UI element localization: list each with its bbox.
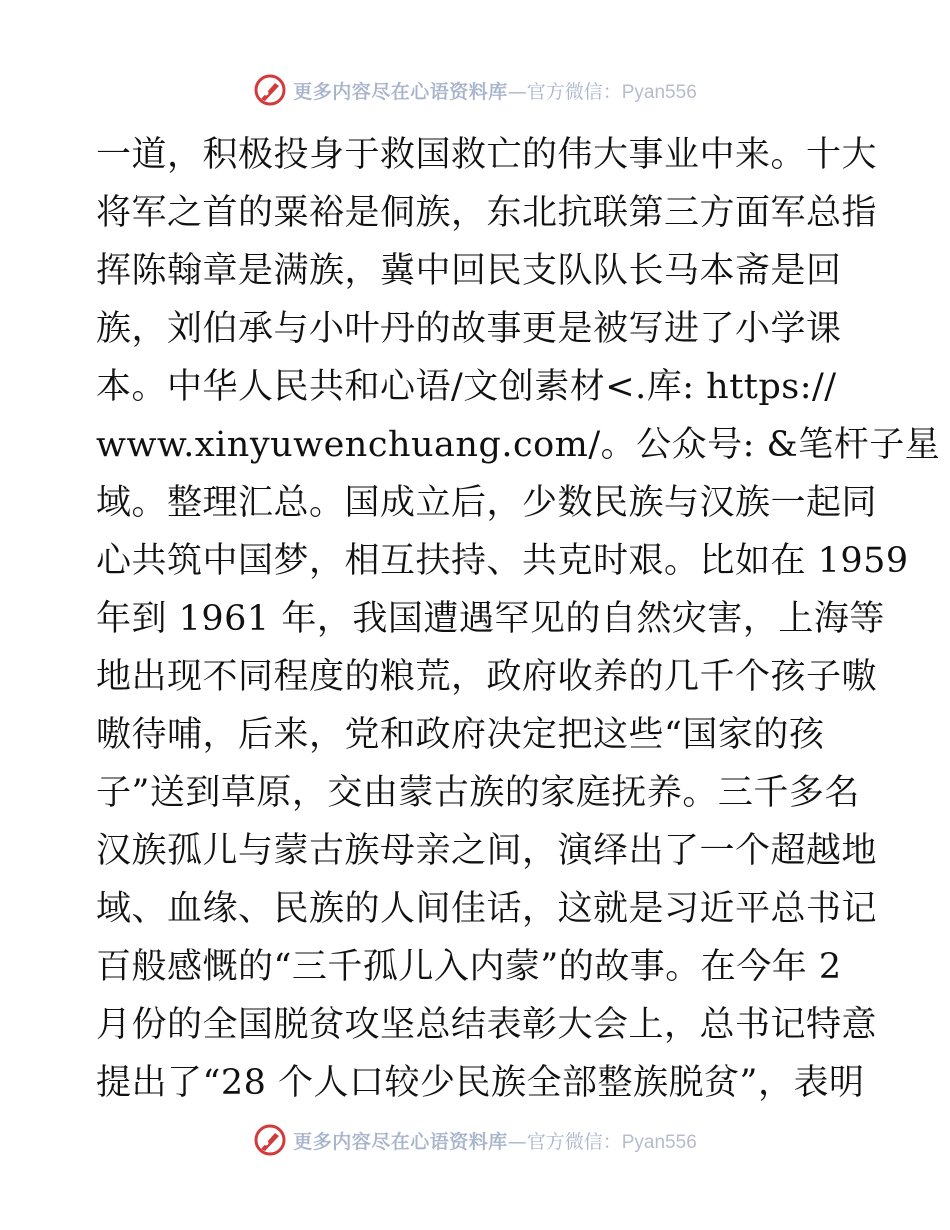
footer-banner [0,1118,950,1162]
footer-banner-text [293,1127,697,1154]
body-line: 域、血缘、民族的人间佳话，这就是习近平总书记 [96,889,878,929]
body-line: 年到 1961 年，我国遭遇罕见的自然灾害，上海等 [96,599,885,639]
body-line: 心共筑中国梦，相互扶持、共克时艰。比如在 1959 [96,541,909,581]
footer-banner-label: 官方微信： [526,1130,622,1153]
header-banner-separator: — [507,80,527,103]
pen-logo-icon [253,1123,287,1157]
body-line: 提出了“28 个人口较少民族全部整族脱贫”，表明 [96,1063,865,1103]
body-line: 子”送到草原，交由蒙古族的家庭抚养。三千多名 [96,773,860,813]
body-line: 将军之首的粟裕是侗族，东北抗联第三方面军总指 [96,193,878,233]
header-banner [0,68,950,112]
body-line: 嗷待哺，后来，党和政府决定把这些“国家的孩 [96,715,825,755]
body-line: 月份的全国脱贫攻坚总结表彰大会上，总书记特意 [96,1005,878,1045]
body-line: 族，刘伯承与小叶丹的故事更是被写进了小学课 [96,309,842,349]
document-body [96,126,941,1112]
footer-banner-wechat-id: Pyan556 [621,1131,697,1153]
body-line: 一道，积极投身于救国救亡的伟大事业中来。十大 [96,135,878,175]
body-line: 挥陈翰章是满族，冀中回民支队队长马本斋是回 [96,251,842,291]
body-line: 域。整理汇总。国成立后，少数民族与汉族一起同 [96,483,878,523]
pen-logo-icon [253,73,287,107]
body-line: 百般感慨的“三千孤儿入内蒙”的故事。在今年 2 [96,947,842,987]
body-line: 本。中华人民共和心语/文创素材<.库: https:// [96,367,837,407]
footer-banner-main: 更多内容尽在心语资料库 [293,1130,508,1153]
body-line: 汉族孤儿与蒙古族母亲之间，演绎出了一个超越地 [96,831,878,871]
body-line: 地出现不同程度的粮荒，政府收养的几千个孩子嗷 [96,657,878,697]
header-banner-main: 更多内容尽在心语资料库 [293,80,508,103]
footer-banner-separator: — [507,1130,527,1153]
header-banner-text [293,77,697,104]
body-line: www.xinyuwenchuang.com/。公众号: &笔杆子星 [96,425,941,465]
header-banner-label: 官方微信： [526,80,622,103]
header-banner-wechat-id: Pyan556 [621,81,697,103]
